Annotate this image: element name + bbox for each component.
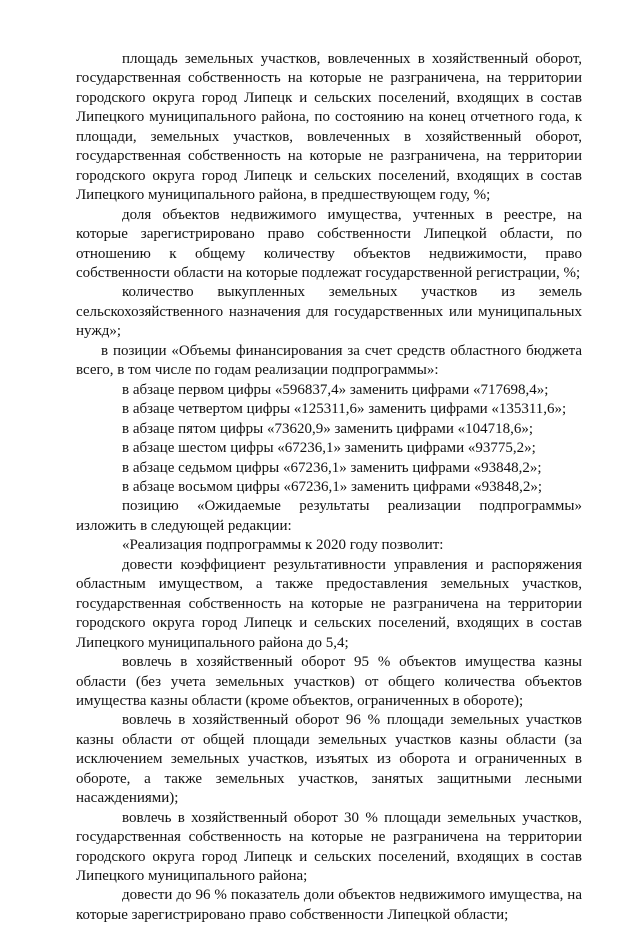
paragraph-expected-results-position: позицию «Ожидаемые результаты реализации подпрограммы» изложить в следующей редакции: xyxy=(76,498,582,534)
list-item-amendment-1: в абзаце первом цифры «596837,4» заменить цифрами «717698,4»; xyxy=(122,381,549,398)
paragraph-registered-property-share: доля объектов недвижимого имущества, учтенных в реестре, на которые зарегистрировано право собственности Липецкой области, по отношению к общему количеству объектов недвижимости, право собственности области на которые подлежат государственной регистрации, %; xyxy=(76,206,582,281)
list-item-amendment-5: в абзаце пятом цифры «73620,9» заменить цифрами «104718,6»; xyxy=(122,420,534,437)
list-item-amendment-8: в абзаце восьмом цифры «67236,1» заменить цифрами «93848,2»; xyxy=(122,478,543,495)
list-item-amendment-6: в абзаце шестом цифры «67236,1» заменить цифрами «93775,2»; xyxy=(122,440,536,457)
paragraph-treasury-property-95: вовлечь в хозяйственный оборот 95 % объектов имущества казны области (без учета земельных участков) от общего количества объектов имущества казны области (кроме объектов, ограниченных в обороте); xyxy=(76,654,582,709)
paragraph-redeemed-land-plots: количество выкупленных земельных участков из земель сельскохозяйственного назначения для государственных или муниципальных нужд»; xyxy=(76,284,582,340)
paragraph-efficiency-coefficient: довести коэффициент результативности управления и распоряжения областным имуществом, а также предоставления земельных участков, государственная собственность на которые не разграничена на территории городского округа город Липецк и сельских поселений, входящих в состав Липецкого муниципального района до 5,4; xyxy=(76,556,582,651)
paragraph-land-area-indicator: площадь земельных участков, вовлеченных в хозяйственный оборот, государственная собственность на которые не разграничена, на территории городского округа город Липецк и сельских поселений, входящих в состав Липецкого муниципального района, по состоянию на конец отчетного года, к площади, земельных участков, вовлеченных в хозяйственный оборот, государственная собственность на которые не разграничена, на территории городского округа город Липецк и сельских поселений, входящих в состав Липецкого муниципального района, в предшествующем году, %; xyxy=(76,51,582,204)
list-item-amendment-7: в абзаце седьмом цифры «67236,1» заменить цифрами «93848,2»; xyxy=(122,459,542,476)
list-item-amendment-4: в абзаце четвертом цифры «125311,6» заменить цифрами «135311,6»; xyxy=(122,401,567,418)
paragraph-funding-position: в позиции «Объемы финансирования за счет средств областного бюджета всего, в том числе по годам реализации подпрограммы»: xyxy=(76,342,582,379)
paragraph-implementation-intro: «Реализация подпрограммы к 2020 году позволит: xyxy=(122,537,444,554)
document-body xyxy=(76,50,582,925)
paragraph-treasury-land-96: вовлечь в хозяйственный оборот 96 % площади земельных участков казны области от общей площади земельных участков казны области (за исключением земельных участков, изъятых из оборота и ограниченных в обороте, а также земельных участков, занятых защитными лесными насаждениями); xyxy=(76,712,582,807)
paragraph-registered-share-96: довести до 96 % показатель доли объектов недвижимого имущества, на которые зарегистрировано право собственности Липецкой области; xyxy=(76,887,582,923)
paragraph-unallocated-land-30: вовлечь в хозяйственный оборот 30 % площади земельных участков, государственная собственность на которые не разграничена на территории городского округа город Липецк и сельских поселений, входящих в состав Липецкого муниципального района; xyxy=(76,809,582,885)
